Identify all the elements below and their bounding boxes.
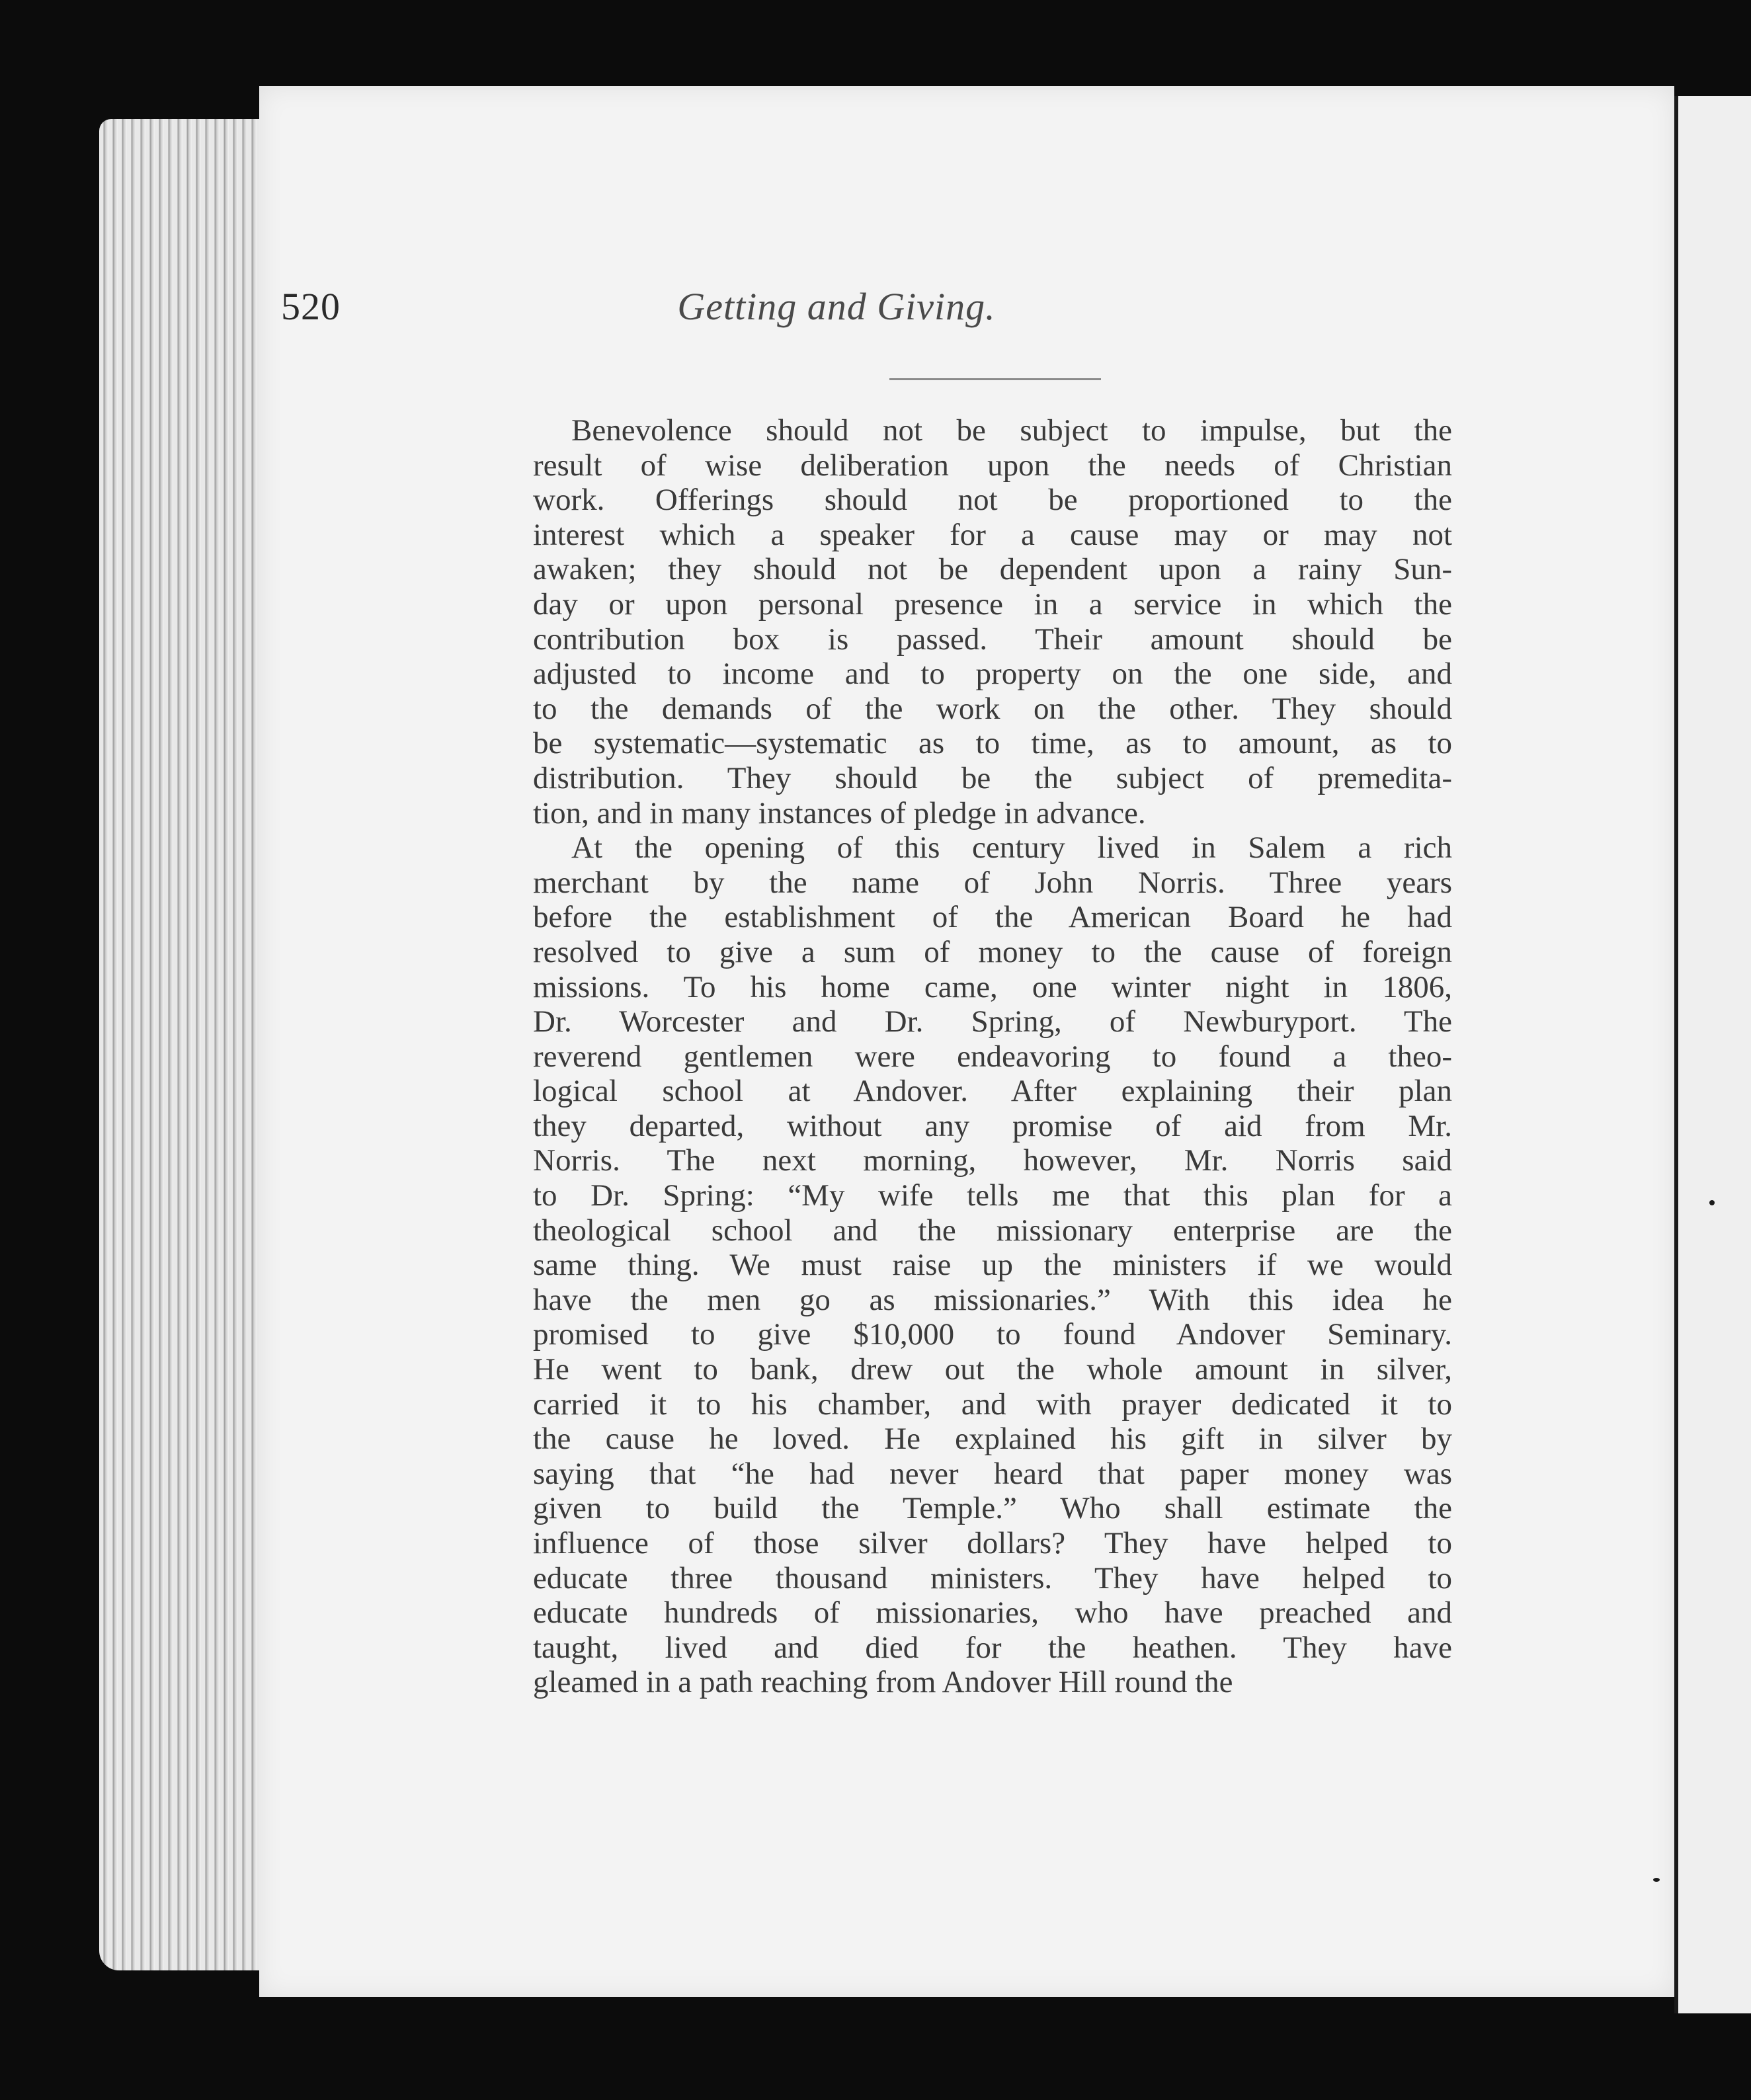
text-line: result of wise deliberation upon the needs of Christian	[533, 448, 1452, 483]
text-line: merchant by the name of John Norris. Three years	[533, 865, 1452, 900]
body-text	[533, 413, 1452, 1700]
text-line: Benevolence should not be subject to impulse, but the	[571, 413, 1452, 448]
text-line: influence of those silver dollars? They have helped to	[533, 1526, 1452, 1560]
text-line: distribution. They should be the subject of premedita-	[533, 760, 1452, 795]
text-line: work. Offerings should not be proportioned to the	[533, 483, 1452, 518]
text-line: they departed, without any promise of aid from Mr.	[533, 1108, 1452, 1143]
text-line: interest which a speaker for a cause may or may not	[533, 517, 1452, 552]
text-line: educate hundreds of missionaries, who have preached and	[533, 1595, 1452, 1631]
page-header	[281, 284, 1161, 344]
text-line: logical school at Andover. After explaining their plan	[533, 1074, 1452, 1109]
text-line: saying that “he had never heard that paper money was	[533, 1456, 1452, 1491]
text-line: same thing. We must raise up the ministers if we would	[533, 1248, 1452, 1283]
text-line: theological school and the missionary enterprise are the	[533, 1213, 1452, 1248]
text-line: reverend gentlemen were endeavoring to found a theo-	[533, 1039, 1452, 1074]
running-title: Getting and Giving.	[677, 285, 996, 328]
text-line: to Dr. Spring: “My wife tells me that this plan for a	[533, 1178, 1452, 1213]
text-line: promised to give $10,000 to found Andover Seminary.	[533, 1317, 1452, 1352]
paragraph	[533, 413, 1452, 830]
text-line: given to build the Temple.” Who shall estimate the	[533, 1491, 1452, 1526]
text-line: contribution box is passed. Their amount should be	[533, 622, 1452, 657]
text-line: day or upon personal presence in a service in which the	[533, 586, 1452, 622]
facing-page-edge	[1674, 96, 1751, 2013]
text-line: before the establishment of the American Board he had	[533, 900, 1452, 935]
paragraph	[533, 830, 1452, 1700]
page-number: 520	[281, 285, 341, 328]
text-line: tion, and in many instances of pledge in advance.	[533, 795, 1146, 830]
text-line: missions. To his home came, one winter night in 1806,	[533, 969, 1452, 1004]
text-line: At the opening of this century lived in Salem a rich	[571, 830, 1452, 866]
text-line: taught, lived and died for the heathen. They have	[533, 1630, 1452, 1665]
text-line: gleamed in a path reaching from Andover Hill round the	[533, 1665, 1233, 1700]
text-line: educate three thousand ministers. They have helped to	[533, 1560, 1452, 1595]
header-rule	[889, 378, 1101, 380]
text-line: to the demands of the work on the other. They should	[533, 691, 1452, 726]
text-line: Dr. Worcester and Dr. Spring, of Newburyport. The	[533, 1004, 1452, 1039]
text-line: be systematic—systematic as to time, as to amount, as to	[533, 726, 1452, 761]
text-line: the cause he loved. He explained his gift in silver by	[533, 1422, 1452, 1457]
scan-speck	[1653, 1878, 1660, 1882]
text-line: Norris. The next morning, however, Mr. Norris said	[533, 1143, 1452, 1178]
text-line: He went to bank, drew out the whole amount in silver,	[533, 1352, 1452, 1387]
text-line: resolved to give a sum of money to the cause of foreign	[533, 934, 1452, 969]
text-line: adjusted to income and to property on the one side, and	[533, 657, 1452, 692]
text-line: awaken; they should not be dependent upon a rainy Sun-	[533, 552, 1452, 587]
text-line: carried it to his chamber, and with prayer dedicated it to	[533, 1387, 1452, 1422]
scan-speck	[1709, 1200, 1715, 1205]
text-line: have the men go as missionaries.” With this idea he	[533, 1282, 1452, 1317]
